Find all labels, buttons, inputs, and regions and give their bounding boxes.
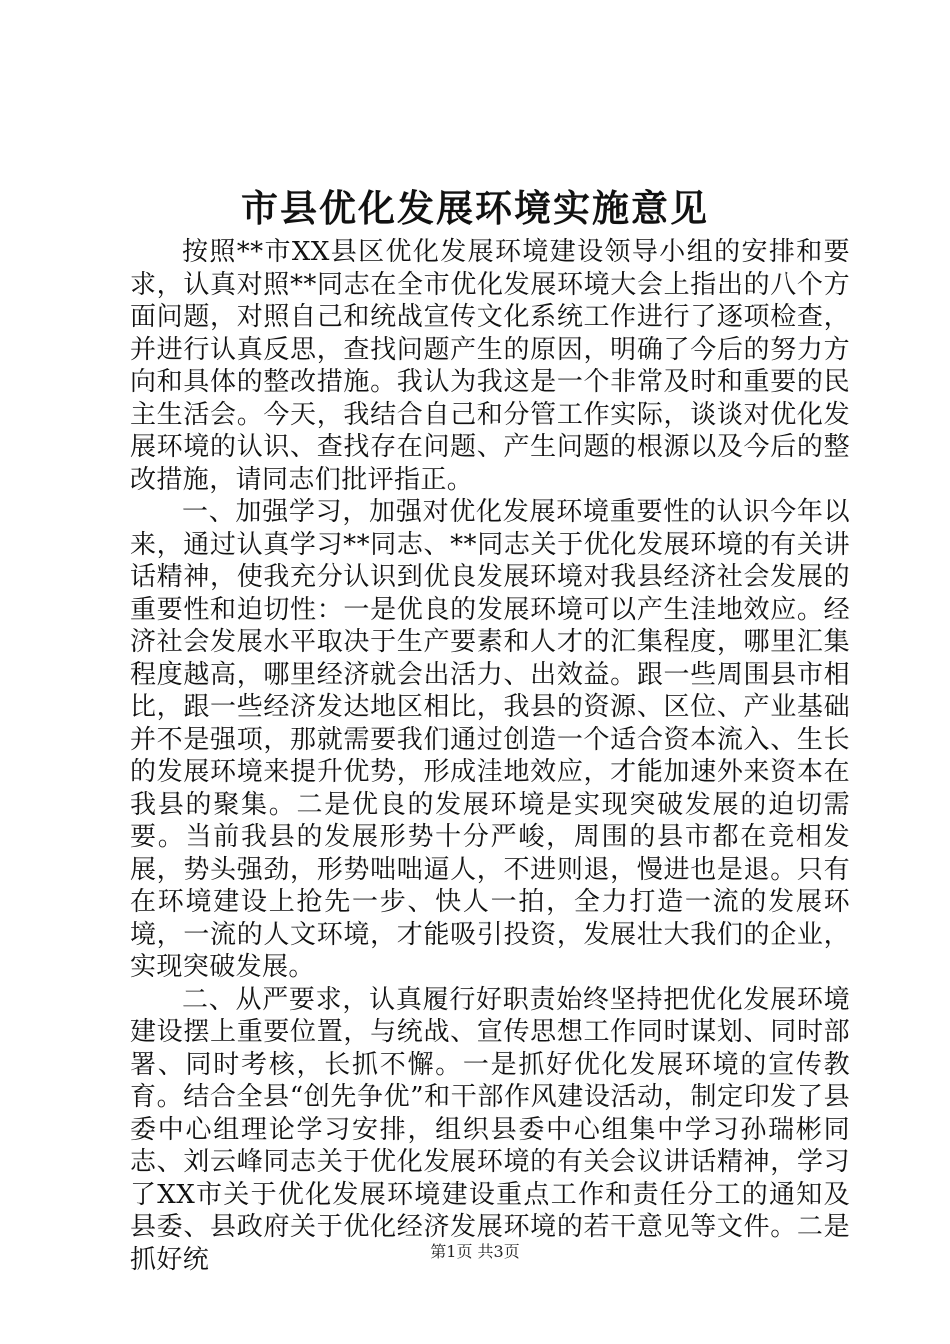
paragraph-section-two: 二、从严要求，认真履行好职责始终坚持把优化发展环境建设摆上重要位置，与统战、宣传思想工作同时谋划、同时部署、同时考核，长抓不懈。一是抓好优化发展环境的宣传教育。结合全县“创先争优”和干部作风建设活动，制定印发了县委中心组理论学习安排，组织县委中心组集中学习孙瑞彬同志、刘云峰同志关于优化发展环境的有关会议讲话精神，学习了XX市关于优化发展环境建设重点工作和责任分工的通知及县委、县政府关于优化经济发展环境的若干意见等文件。二是抓好统 [130,984,850,1275]
paragraph-intro: 按照**市XX县区优化发展环境建设领导小组的安排和要求，认真对照**同志在全市优化发展环境大会上指出的八个方面问题，对照自己和统战宣传文化系统工作进行了逐项检查，并进行认真反思，查找问题产生的原因，明确了今后的努力方向和具体的整改措施。我认为我这是一个非常及时和重要的民主生活会。今天，我结合自己和分管工作实际，谈谈对优化发展环境的认识、查找存在问题、产生问题的根源以及今后的整改措施，请同志们批评指正。 [130,237,850,495]
paragraph-section-one: 一、加强学习，加强对优化发展环境重要性的认识今年以来，通过认真学习**同志、**同志关于优化发展环境的有关讲话精神，使我充分认识到优良发展环境对我县经济社会发展的重要性和迫切性：一是优良的发展环境可以产生洼地效应。经济社会发展水平取决于生产要素和人才的汇集程度，哪里汇集程度越高，哪里经济就会出活力、出效益。跟一些周围县市相比，跟一些经济发达地区相比，我县的资源、区位、产业基础并不是强项，那就需要我们通过创造一个适合资本流入、生长的发展环境来提升优势，形成洼地效应，才能加速外来资本在我县的聚集。二是优良的发展环境是实现突破发展的迫切需要。当前我县的发展形势十分严峻，周围的县市都在竞相发展，势头强劲，形势咄咄逼人，不进则退，慢进也是退。只有在环境建设上抢先一步、快人一拍，全力打造一流的发展环境，一流的人文环境，才能吸引投资，发展壮大我们的企业，实现突破发展。 [130,497,850,982]
document-body [130,236,850,1276]
page-footer: 第1页 共3页 [430,1242,520,1261]
document-title: 市县优化发展环境实施意见 [241,186,709,230]
